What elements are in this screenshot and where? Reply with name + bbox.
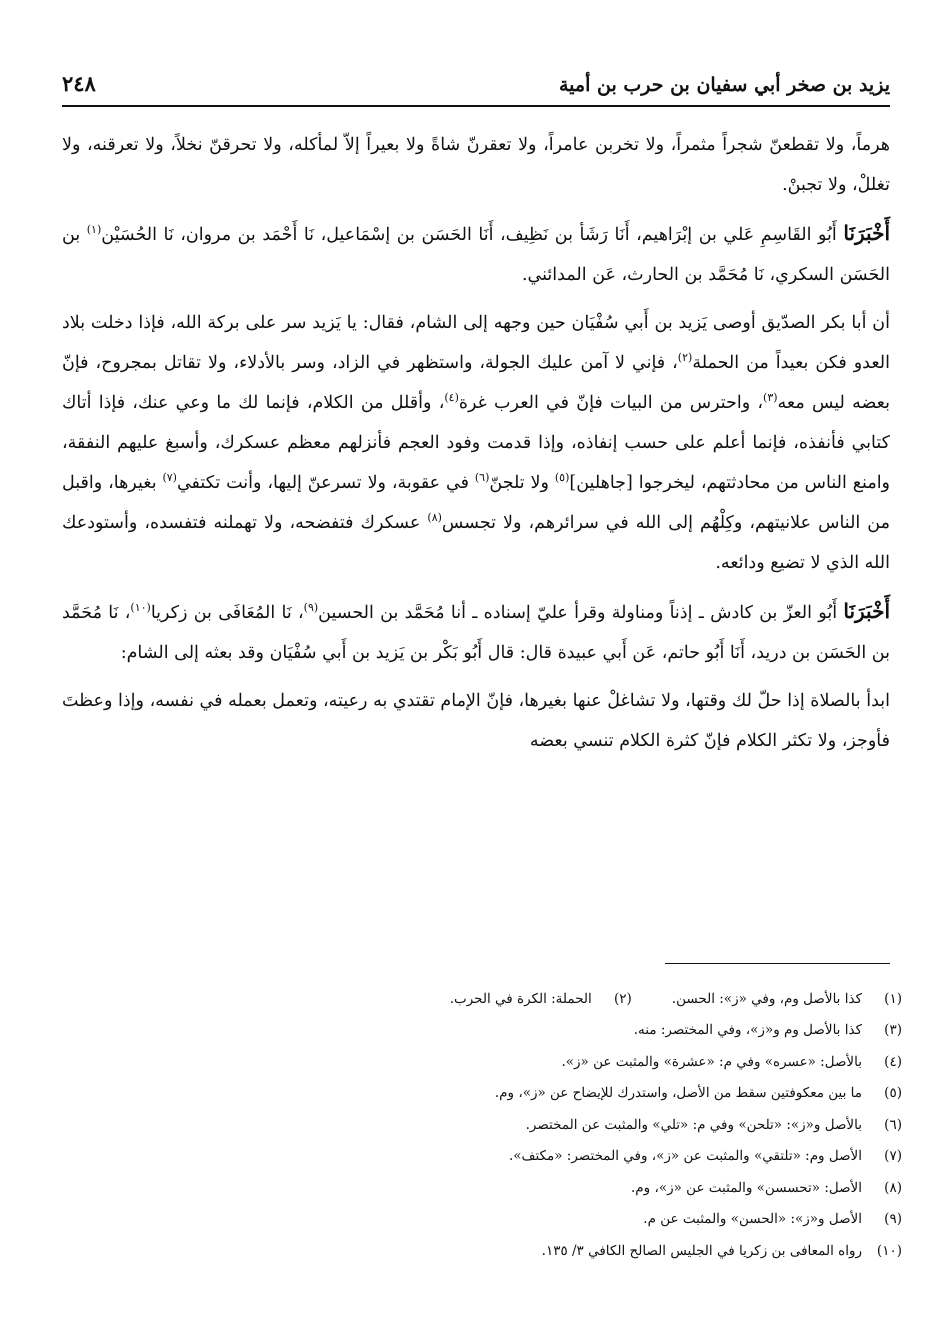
footnote-text: كذا بالأصل وم، وفي «ز»: الحسن.	[671, 990, 862, 1007]
footnote-number: (٦)	[884, 1116, 902, 1133]
footnote-ref-4[interactable]: (٤)	[444, 391, 459, 405]
paragraph-4-text-a: أَبُو العزّ بن كادش ـ إذناً ومناولة وقرأ عليّ إسناده ـ أنا مُحَمَّد بن الحسين	[318, 603, 838, 623]
footnote-2	[450, 991, 632, 1007]
akhbarana-word: أَخْبَرَنَا	[843, 599, 890, 623]
footnote-10	[62, 1235, 902, 1267]
paragraph-3-text-f: في عقوبة، ولا تسرعنّ إليها، وأنت تكتفي	[176, 473, 475, 493]
footnote-ref-9[interactable]: (٩)	[303, 601, 319, 615]
footnote-ref-3[interactable]: (٣)	[763, 391, 778, 405]
paragraph-4-text-c: ، نَا مُحَمَّد بن الحَسَن بن دريد، أَنَا أَبُو حاتم، عَن أَبي عبيدة قال: قال أَبُو بَكْر بن يَزيد بن أَبي سُفْيَان وقد بعثه إلى الشام:	[62, 603, 890, 663]
paragraph-3-text-h: عسكرك فتفضحه، ولا تهملنه فتفسده، وأستودعك الله الذي لا تضيع ودائعه.	[62, 513, 890, 573]
footnote-5	[62, 1078, 902, 1110]
footnote-ref-10[interactable]: (١٠)	[130, 601, 151, 615]
paragraph-2-isnad	[62, 213, 890, 295]
footnote-7	[62, 1141, 902, 1173]
footnote-number: (٩)	[884, 1211, 902, 1228]
footnote-6	[62, 1109, 902, 1141]
footnote-number: (١)	[884, 990, 902, 1007]
footnote-8	[62, 1172, 902, 1204]
footnote-number: (٢)	[613, 990, 632, 1007]
footnote-text: رواه المعافى بن زكريا في الجليس الصالح الكافي ٣/ ١٣٥.	[541, 1242, 862, 1259]
akhbarana-word: أَخْبَرَنَا	[843, 221, 890, 245]
paragraph-3-text-g: بغيرها، واقبل من الناس علانيتهم، وكِلْهُم إلى الله في سرائرهم، ولا تجسس	[62, 473, 891, 533]
paragraph-3-text-e: ولا تلجنّ	[489, 473, 555, 493]
footnote-ref-7[interactable]: (٧)	[162, 471, 177, 485]
footnote-row-1-2	[62, 983, 902, 1015]
footnote-rule	[665, 963, 890, 964]
footnote-1	[672, 991, 902, 1007]
paragraph-4-text-b: ، نَا المُعَافَى بن زكريا	[150, 603, 304, 623]
paragraph-2-text-a: أَبُو القَاسِمِ عَلي بن إبْرَاهيم، أَنَا رَشَأ بن نَظِيف، أَنَا الحَسَن بن إسْمَاعيل، نَا أَحْمَد بن مروان، نَا الحُسَيْن	[101, 225, 837, 245]
footnote-ref-6[interactable]: (٦)	[474, 471, 490, 485]
footnote-ref-1[interactable]: (١)	[86, 223, 102, 237]
footnotes	[62, 983, 902, 1267]
footnote-text: ما بين معكوفتين سقط من الأصل، واستدرك للإيضاح عن «ز»، وم.	[494, 1085, 862, 1102]
footnote-number: (٧)	[884, 1148, 902, 1165]
footnote-text: الحملة: الكرة في الحرب.	[449, 990, 592, 1007]
header-rule	[62, 105, 890, 107]
paragraph-3-text-b: ، فإني لا آمن عليك الجولة، واستظهر في الزاد، وسر بالأدلاء، ولا تقاتل بمجروح، فإنّ بعضه ليس معه	[62, 353, 890, 413]
footnote-number: (٥)	[884, 1085, 902, 1102]
footnote-text: كذا بالأصل وم و«ز»، وفي المختصر: منه.	[633, 1022, 862, 1039]
paragraph-3-text-d: ، وأقلل من الكلام، فإنما لك ما وعي عنك، فإذا أتاك كتابي فأنفذه، فإنما أعلم على حسب إنفاذه، وإذا قدمت وفود العجم فأنزلهم معظم عسكرك، وأسبغ عليهم النفقة، وامنع الناس من محادثتهم، ليخرجوا [جاهلين]	[62, 393, 891, 493]
paragraph-4-isnad	[62, 591, 890, 673]
footnote-4	[62, 1046, 902, 1078]
footnote-text: بالأصل: «عسره» وفي م: «عشرة» والمثبت عن «ز».	[561, 1053, 862, 1070]
page-number: ٢٤٨	[62, 71, 96, 96]
footnote-9	[62, 1204, 902, 1236]
footnote-number: (٣)	[884, 1022, 902, 1039]
paragraph-1-text: هرماً، ولا تقطعنّ شجراً مثمراً، ولا تخربن عامراً، ولا تعقرنّ شاةً ولا بعيراً إلاّ لمأكله، ولا تحرقنّ نخلاً، ولا تعرقنه، ولا تغللْ، ولا تجبنْ.	[62, 135, 890, 195]
running-title: يزيد بن صخر أبي سفيان بن حرب بن أمية	[559, 74, 890, 96]
footnote-text: الأصل و«ز»: «الحسن» والمثبت عن م.	[643, 1211, 862, 1228]
body-text	[62, 125, 890, 761]
footnote-number: (١٠)	[876, 1242, 902, 1259]
footnote-number: (٤)	[884, 1053, 902, 1070]
footnote-3	[62, 1015, 902, 1047]
page-header	[62, 62, 890, 96]
paragraph-2-text-b: بن الحَسَن السكري، نَا مُحَمَّد بن الحارث، عَن المدائني.	[62, 225, 890, 285]
paragraph-5-text: ابدأ بالصلاة إذا حلّ لك وقتها، ولا تشاغلْ عنها بغيرها، فإنّ الإمام تقتدي به رعيته، وتعمل بعمله في نفسه، وإذا وعظتَ فأوجز، ولا تكثر الكلام فإنّ كثرة الكلام تنسي بعضه	[62, 691, 890, 751]
footnote-ref-2[interactable]: (٢)	[677, 351, 693, 365]
paragraph-3-text-a: أن أبا بكر الصدّيق أوصى يَزيد بن أَبي سُفْيَان حين وجهه إلى الشام، فقال: يا يَزيد سر على بركة الله، فإذا دخلت بلاد العدو فكن بعيداً من الحملة	[62, 313, 890, 373]
paragraph-1	[62, 125, 890, 205]
footnote-ref-5[interactable]: (٥)	[554, 471, 570, 485]
footnote-text: الأصل وم: «تلتقي» والمثبت عن «ز»، وفي المختصر: «مكتف».	[508, 1148, 862, 1165]
footnote-number: (٨)	[884, 1179, 902, 1196]
footnote-text: الأصل: «تحسسن» والمثبت عن «ز»، وم.	[631, 1179, 862, 1196]
footnote-text: بالأصل و«ز»: «تلحن» وفي م: «تلي» والمثبت عن المختصر.	[525, 1116, 862, 1133]
paragraph-3	[62, 303, 890, 583]
paragraph-5	[62, 681, 890, 761]
paragraph-3-text-c: ، واحترس من البيات فإنّ في العرب غرة	[458, 393, 764, 413]
footnote-ref-8[interactable]: (٨)	[427, 511, 442, 525]
